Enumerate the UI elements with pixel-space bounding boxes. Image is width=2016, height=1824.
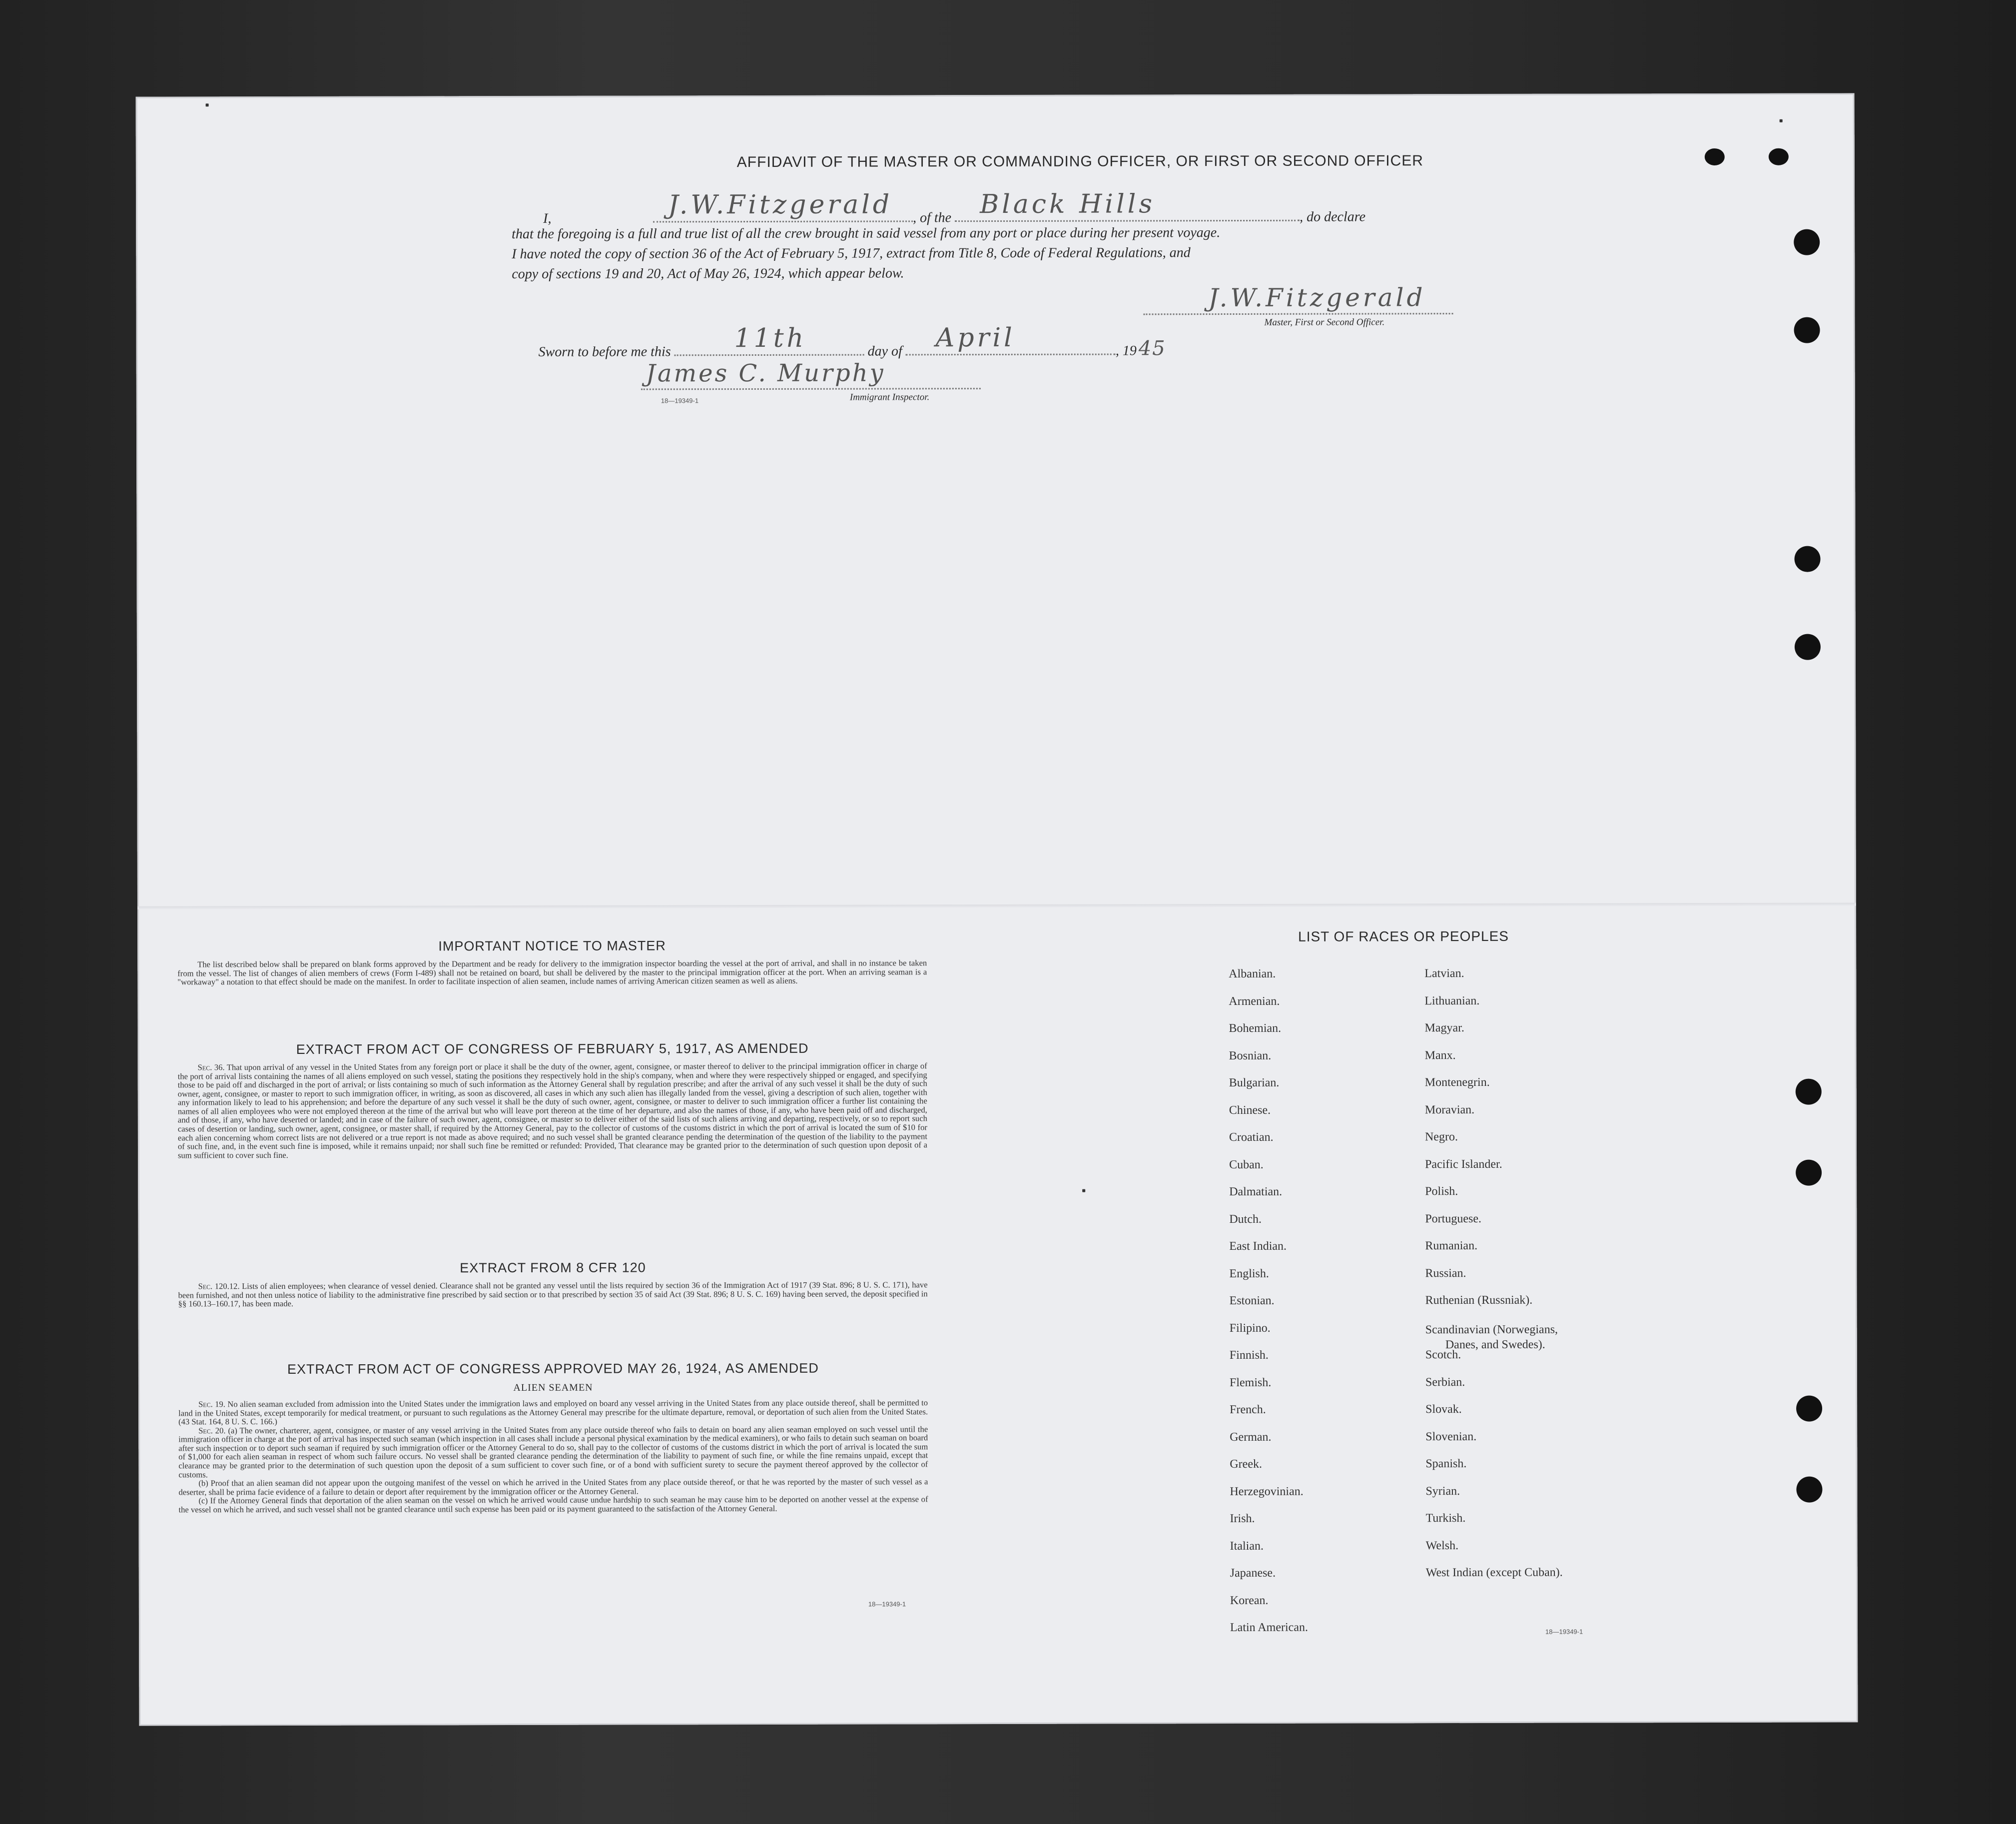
punch-hole [1794,317,1820,343]
sec-20c-text: (c) If the Attorney General finds that deportation of the alien seaman on the vessel on which he arrived would cause undue hardship to such seaman he may cause him to be deported on another vessel at the expense of the vessel on which he arrived, and such vessel shall not be granted clearance until such expense has been paid or its payment guaranteed to the satisfaction of the Attorney General. [178,1494,928,1515]
race-item: Magyar. [1424,1021,1464,1035]
race-item: Montenegrin. [1424,1075,1490,1089]
race-item: Albanian. [1229,967,1276,981]
sec-120-12-body: Lists of alien employees; when clearance of vessel denied. Clearance shall not be granted any vessel until the lists required by section 36 of the Immigration Act of 1917 (39 Stat. 896; 8 U. S. C. 171), have been furnished, and not then unless notice of liability to the administrative fine prescribed by said section or to that prescribed by section 35 of said Act (39 Stat. 896; 8 U. S. C. 169) having been served, the deposit specified in §§ 160.13–160.17, has been made. [178,1280,928,1309]
affidavit-form-code: 18—19349-1 [661,397,699,405]
punch-hole [1796,1396,1822,1422]
affidavit-declaration-line [513,189,1366,227]
scan-speck [1082,1189,1085,1192]
extract-1924-body [178,1398,928,1514]
race-item: Welsh. [1425,1539,1459,1552]
sworn-day-handwritten: 11th [734,323,807,354]
race-item: Bosnian. [1229,1049,1272,1062]
punch-hole [1705,148,1725,165]
punch-hole [1794,229,1820,255]
race-item: Polish. [1425,1185,1458,1198]
officer-name-handwritten: J.W.Fitzgerald [668,189,893,220]
sec-19-text [178,1398,928,1426]
notice-text: The list described below shall be prepared on blank forms approved by the Department and be ready for delivery to the immigration inspector boarding the vessel at the port of arrival, and shall in no instance be taken from the vessel. The list of changes of alien members of crews (Form I-489) shall not be retained on board, but shall be delivered by the master to the principal immigration officer at the port. When an arriving seaman is a "workaway" a notation to that effect should be made on the manifest. In order to facilitate inspection of alien seamen, include names of arriving American citizen seamen as well as aliens. [177,958,927,987]
races-form-code: 18—19349-1 [1545,1628,1583,1636]
race-item: Herzegovinian. [1230,1485,1304,1498]
page-fold [137,903,1856,909]
race-item: East Indian. [1229,1239,1287,1253]
master-signature-field [1143,283,1453,315]
race-item: Danes, and Swedes). [1445,1338,1545,1351]
vessel-name-field [955,189,1300,222]
race-item: Portuguese. [1425,1212,1481,1225]
race-item: Filipino. [1229,1321,1271,1335]
sec-20-label: Sec. 20. [198,1425,226,1436]
sec-19-body: No alien seaman excluded from admission into the United States under the immigration laws and employed on board any vessel arriving in the United States from any place outside thereof, shall be permitted to land in the United States, except temporarily for medical treatment, or pursuant to such regulations as the Attorney General may prescribe for the ultimate departure, removal, or deportation of such alien from the United States. (43 Stat. 164, 8 U. S. C. 166.) [178,1398,928,1427]
race-item: Flemish. [1229,1376,1272,1389]
sec-120-12-label: Sec. 120.12. [198,1281,240,1291]
sec-20a-text [178,1425,928,1479]
race-item: West Indian (except Cuban). [1425,1566,1563,1580]
race-item: Latvian. [1424,967,1464,980]
races-title: LIST OF RACES OR PEOPLES [1298,928,1509,944]
race-item: Bohemian. [1229,1021,1282,1035]
vessel-name-handwritten: Black Hills [979,189,1156,220]
race-item: Latin American. [1230,1621,1308,1635]
race-item: Cuban. [1229,1158,1264,1171]
officer-name-field [653,189,913,222]
inspector-caption: Immigrant Inspector. [849,392,930,403]
sec-20b-text: (b) Proof that an alien seaman did not appear upon the outgoing manifest of the vessel on which he arrived in the United States from any place outside thereof, or that he was reported by the master of such vessel as a deserter, shall be prima facie evidence of a failure to detain or deport after requirement by the immigration officer or the Attorney General. [178,1477,928,1497]
punch-hole [1796,1160,1822,1186]
sworn-month-handwritten: April [935,322,1015,353]
race-item: Scotch. [1425,1348,1461,1362]
race-item: Slovenian. [1425,1430,1477,1443]
master-signature-caption: Master, First or Second Officer. [1264,317,1385,328]
inspector-signature-handwritten: James C. Murphy [646,359,885,388]
race-item: Dutch. [1229,1212,1262,1226]
sworn-line [538,322,1166,361]
race-item: Greek. [1230,1457,1262,1471]
race-item: Spanish. [1425,1457,1467,1471]
race-item: German. [1230,1430,1272,1444]
race-item: Serbian. [1425,1375,1465,1389]
race-item: Italian. [1230,1539,1264,1553]
manifest-page [136,93,1858,1726]
sworn-text-year-prefix: , 19 [1115,343,1137,359]
race-item: Rumanian. [1425,1239,1478,1253]
race-item: Turkish. [1425,1512,1466,1525]
race-item: French. [1230,1403,1266,1417]
extract-1917-title: EXTRACT FROM ACT OF CONGRESS OF FEBRUARY 5, 1917, AS AMENDED [296,1040,809,1057]
race-item: Scandinavian (Norwegians, [1425,1323,1558,1336]
sworn-text-day-of: day of [867,343,902,359]
extract-1924-title: EXTRACT FROM ACT OF CONGRESS APPROVED MAY 26, 1924, AS AMENDED [287,1360,819,1377]
punch-hole [1795,634,1821,660]
affidavit-line-4: copy of sections 19 and 20, Act of May 26, 1924, which appear below. [512,265,904,282]
race-item: Dalmatian. [1229,1185,1283,1199]
race-item: Syrian. [1425,1484,1460,1498]
scan-speck [206,103,209,106]
sworn-year-handwritten: 45 [1138,337,1166,360]
race-item: Bulgarian. [1229,1076,1280,1090]
sec-19-label: Sec. 19. [198,1399,225,1409]
affidavit-line-2: that the foregoing is a full and true list of all the crew brought in said vessel from any port or place during her present voyage. [512,225,1221,242]
punch-hole [1796,1079,1822,1105]
scan-speck [1780,119,1783,122]
punch-hole [1796,1477,1822,1503]
sworn-month-field [906,322,1116,355]
race-item: Pacific Islander. [1425,1157,1502,1171]
race-item: Korean. [1230,1594,1269,1607]
sworn-text-prefix: Sworn to before me this [538,344,671,360]
race-item: English. [1229,1267,1269,1280]
race-item: Russian. [1425,1266,1466,1280]
punch-hole [1769,148,1789,165]
race-item: Chinese. [1229,1103,1271,1117]
race-item: Estonian. [1229,1294,1275,1308]
extract-cfr-text [178,1280,928,1308]
race-item: Japanese. [1230,1566,1276,1580]
sec-36-label: Sec. 36. [197,1062,225,1072]
alien-seamen-subtitle: ALIEN SEAMEN [513,1382,593,1394]
sec-36-body: That upon arrival of any vessel in the United States from any foreign port or place it shall be the duty of the owner, agent, consignee, or master thereof to deliver to the principal immigration officer in charge of the port of arrival lists containing the names of all aliens employed on such vessel, stating the positions they respectively hold in the ship's company, when and where they were respectively shipped or engaged, and specifying those to be paid off and discharged in the port of arrival; or lists containing so much of such information as the Attorney General shall by regulation prescribe; and after the arrival of any such vessel it shall be the duty of such owner, agent, consignee, or master to report to such immigration officer, in writing, as soon as discovered, all cases in which any such alien has illegally landed from the vessel, giving a description of such alien, together with any information likely to lead to his apprehension; and before the departure of any such vessel it shall be the duty of such owner, agent, consignee, or master to deliver to such immigration officer a further list containing the names of all alien employees who were not employed thereon at the time of the arrival but who will leave port thereon at the time of her departure, and also the names of those, if any, who have been paid off and discharged, and of those, if any, who have deserted or landed; and in case of the failure of such owner, agent, consignee, or master so to deliver either of the said lists of such aliens arriving and departing, respectively, or so to report such cases of desertion or landing, such owner, agent, consignee, or master shall, if required by the Attorney General, pay to the collector of customs of the customs district in which the port of arrival is located the sum of $10 for each alien concerning whom correct lists are not delivered or a true report is not made as above required; and no such vessel shall be granted clearance pending the determination of the question of the liability to the payment of such fine, and, in the event such fine is imposed, while it remains unpaid; nor shall such fine be remitted or refunded: Provided, That clearance may be granted prior to the determination of such question upon deposit of a sum sufficient to cover such fine. [177,1061,928,1160]
race-item: Slovak. [1425,1403,1462,1416]
extract-1917-text [178,1061,927,1160]
race-item: Irish. [1230,1512,1255,1526]
race-item: Manx. [1424,1048,1456,1062]
inspector-signature-field [641,359,981,390]
master-signature-handwritten: J.W.Fitzgerald [1208,283,1426,313]
affidavit-text-of-the: , of the [913,210,952,226]
sec-20a-body: (a) The owner, charterer, agent, consignee, or master of any vessel arriving in the United States from any place outside thereof who fails to detain on board any alien seaman employed on such vessel until the immigration officer in charge at the port of arrival has inspected such seaman (which inspection in all cases shall include a personal physical examination by the medical examiners), or who fails to detain such seaman on board after such inspection or to deport such seaman if required by such immigration officer or the Attorney General to do so, shall pay to the collector of customs of the customs district in which the port of arrival is located the sum of $1,000 for each alien seaman in respect of whom such failure occurs. No vessel shall be granted clearance pending the determination of the liability to payment of such fine, or while the fine remains unpaid, except that clearance may be granted prior to the determination of such question upon the deposit of a sum sufficient to cover such fine, or of a bond with sufficient surety to secure the payment thereof approved by the collector of customs. [178,1424,928,1480]
affidavit-text-i: I, [543,210,552,226]
sworn-day-field [674,323,864,356]
affidavit-line-3: I have noted the copy of section 36 of the Act of February 5, 1917, extract from Title 8, Code of Federal Regulations, and [512,245,1191,262]
extract-form-code: 18—19349-1 [868,1600,906,1608]
affidavit-title: AFFIDAVIT OF THE MASTER OR COMMANDING OFFICER, OR FIRST OR SECOND OFFICER [736,152,1423,171]
affidavit-text-do-declare: , do declare [1300,209,1366,225]
extract-cfr-title: EXTRACT FROM 8 CFR 120 [460,1260,646,1276]
race-item: Lithuanian. [1424,994,1480,1007]
race-item: Armenian. [1229,994,1280,1008]
race-item: Negro. [1424,1130,1458,1144]
race-item: Moravian. [1424,1103,1475,1116]
race-item: Ruthenian (Russniak). [1425,1293,1533,1307]
notice-title: IMPORTANT NOTICE TO MASTER [438,938,666,954]
race-item: Finnish. [1229,1348,1269,1362]
punch-hole [1794,546,1820,572]
race-item: Croatian. [1229,1130,1274,1144]
